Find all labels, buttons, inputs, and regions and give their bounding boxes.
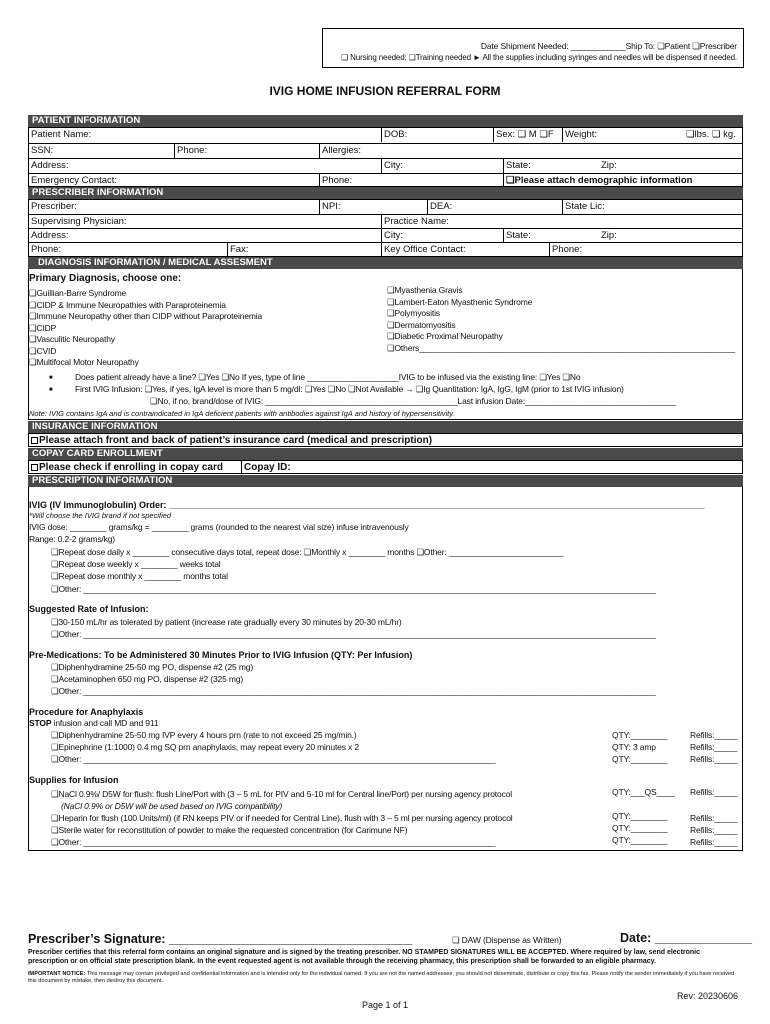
nursing-line: ❏ Nursing needed; ❏Training needed ► All the supplies including syringes and needles will be dispensed if needed. [341, 53, 737, 62]
emergency-phone-field[interactable]: Phone: [319, 174, 352, 188]
zip-field[interactable]: Zip: [601, 160, 617, 171]
sex-field[interactable]: Sex: ❏ M ❏F [493, 128, 554, 142]
prescriber-phone-field[interactable]: Phone: [31, 244, 62, 255]
premed-option[interactable]: ❏Diphenhydramine 25-50 mg PO, dispense #2 (25 mg) [51, 662, 254, 672]
first-infusion-question[interactable]: First IVIG Infusion: ❏Yes, if yes, IgA level is more than 5 mg/dl: ❏Yes ❏No ❏Not Available → ❏Ig Quantitation: IgA, IgG, IgM (prior to 1st IVIG infusion) [75, 384, 624, 394]
notice-label: IMPORTANT NOTICE: [28, 971, 86, 977]
shipment-line: Date Shipment Needed: ____________Ship To: ❏Patient ❏Prescriber [480, 41, 737, 51]
refills-field[interactable]: Refills:_____ [690, 813, 738, 823]
prescriber-signature[interactable]: Prescriber’s Signature: ___________________________________ [28, 932, 413, 946]
supply-option[interactable]: ❏Sterile water for reconstitution of powder to make the requested concentration (for Carimune NF) [51, 825, 408, 835]
supply-option[interactable]: ❏NaCl 0.9%/ D5W for flush: flush Line/Port with (3 – 5 mL for PIV and 5-10 ml for Central line/Port) per nursing agency protocol [51, 789, 513, 799]
diag-option[interactable]: ❏Dermatomyositis [387, 319, 456, 330]
patient-name-field[interactable]: Patient Name: [31, 129, 92, 140]
anaphylaxis-heading: Procedure for Anaphylaxis [29, 707, 144, 717]
npi-field[interactable]: NPI: [319, 200, 340, 214]
section-prescription: PRESCRIPTION INFORMATION [28, 475, 743, 487]
diag-option[interactable]: ❏Polymyositis [387, 308, 440, 318]
diag-option[interactable]: ❏Immune Neuropathy other than CIDP without Paraproteinemia [29, 311, 263, 321]
supply-other[interactable]: ❏Other: __________________________________________________________________________________________ [51, 837, 496, 847]
diagnosis-heading: Primary Diagnosis, choose one: [29, 273, 182, 284]
bullet-icon: ■ [49, 375, 53, 381]
ssn-field[interactable]: SSN: [31, 145, 54, 156]
anaphylaxis-stop [29, 718, 158, 728]
qty-field[interactable]: QTY:________ [612, 754, 668, 764]
section-prescriber: PRESCRIBER INFORMATION [28, 187, 743, 199]
premed-option[interactable]: ❏Acetaminophen 650 mg PO, dispense #2 (325 mg) [51, 674, 244, 684]
key-contact-phone-field[interactable]: Phone: [549, 243, 582, 257]
patient-grid [28, 127, 743, 187]
signature-date[interactable]: Date: ______________ [620, 931, 753, 945]
notice-text: This message may contain privileged and confidential information and is intended only for the individual named. If you are not the named addressee, you should not disseminate, distribute or copy this fax. Please notify the sender immediately if you have received this document by mistake, then destroy this document. [28, 971, 735, 984]
diag-option[interactable]: ❏Others_____________________________________________________________________ [387, 342, 735, 353]
ivig-order[interactable]: IVIG (IV Immunoglobulin) Order: ___________________________________________________________________________________________________________ [29, 500, 705, 510]
insurance-checkbox[interactable] [29, 434, 432, 446]
supervising-field[interactable]: Supervising Physician: [31, 216, 127, 227]
prescription-box [28, 487, 743, 851]
section-insurance: INSURANCE INFORMATION [28, 421, 743, 433]
insurance-row [28, 433, 743, 447]
section-copay: COPAY CARD ENROLLMENT [28, 448, 743, 460]
fax-field[interactable]: Fax: [227, 243, 248, 257]
copay-row [28, 460, 743, 474]
diag-option[interactable]: ❏Guillian-Barre Syndrome [29, 288, 127, 298]
rate-heading: Suggested Rate of Infusion: [29, 604, 149, 614]
city-field[interactable]: City: [381, 159, 403, 173]
important-notice [28, 971, 742, 985]
rate-other[interactable]: ❏Other: _____________________________________________________________________________________________________________________________ [51, 629, 656, 639]
checkbox-icon[interactable] [31, 464, 38, 471]
anaphylaxis-other[interactable]: ❏Other: __________________________________________________________________________________________ [51, 754, 496, 764]
qty-field[interactable]: QTY:________ [612, 811, 668, 821]
diag-option[interactable]: ❏CIDP & Immune Neuropathies with Paraproteinemia [29, 299, 226, 310]
demographic-checkbox[interactable]: ❏Please attach demographic information [503, 174, 692, 188]
repeat-weekly[interactable]: ❏Repeat dose weekly x ________ weeks total [51, 559, 221, 569]
ivig-dose[interactable]: IVIG dose: ________ grams/kg = ________ grams (rounded to the nearest vial size) infuse intravenously [29, 522, 409, 532]
diagnosis-box [28, 269, 743, 420]
shipment-box [322, 28, 744, 68]
existing-line-question[interactable]: Does patient already have a line? ❏Yes ❏No If yes, type of line ____________________IVIG to be infused via the existing line: ❏Yes ❏No [75, 372, 581, 382]
weight-units[interactable]: ❏lbs. ❏ kg. [686, 129, 736, 140]
key-contact-field[interactable]: Key Office Contact: [381, 243, 466, 257]
refills-field[interactable]: Refills:_____ [690, 825, 738, 835]
anaphylaxis-option[interactable]: ❏Epinephrine (1:1000) 0.4 mg SQ prn anaphylaxis, may repeat every 20 minutes x 2 [51, 742, 359, 752]
diag-option[interactable]: ❏Multifocal Motor Neuropathy [29, 357, 139, 367]
diag-option[interactable]: ❏CVID [29, 345, 57, 356]
copay-checkbox[interactable] [29, 461, 223, 473]
diagnosis-left-list [29, 288, 262, 369]
insurance-label: Please attach front and back of patient’s insurance card (medical and prescription) [39, 435, 433, 446]
brand-dose-question[interactable]: ❏No, if no, brand/dose of IVIG: __________________________________________Last infusion Date:_________________________________ [150, 396, 677, 406]
brand-note: *Will choose the IVIG brand if not specified [29, 511, 172, 520]
supply-option[interactable]: ❏Heparin for flush (100 Units/ml) (if RN keeps PIV or if needed for Central Line), flush with 3 – 5 ml per nursing agency protocol [51, 813, 513, 823]
copay-label: Please check if enrolling in copay card [39, 462, 223, 473]
qty-field[interactable]: QTY:________ [612, 730, 668, 740]
prescriber-grid [28, 199, 743, 257]
diag-option[interactable]: ❏Lambert-Eaton Myasthenic Syndrome [387, 296, 533, 307]
stop-label: STOP [29, 718, 52, 728]
diag-option[interactable]: ❏CIDP [29, 322, 57, 333]
qty-field[interactable]: QTY:________ [612, 823, 668, 833]
form-title: IVIG HOME INFUSION REFERRAL FORM [269, 84, 501, 98]
diagnosis-right-list [387, 285, 735, 354]
prescriber-address-field[interactable]: Address: [31, 230, 69, 241]
premed-heading: Pre-Medications: To be Administered 30 Minutes Prior to IVIG Infusion (QTY: Per Infusion) [29, 650, 413, 660]
prescriber-city-field[interactable]: City: [381, 229, 403, 243]
qty-field[interactable]: QTY:________ [612, 835, 668, 845]
anaphylaxis-option[interactable]: ❏Diphenhydramine 25-50 mg IVP every 4 hours prn (rate to not exceed 25 mg/min.) [51, 730, 357, 740]
allergies-field[interactable]: Allergies: [319, 144, 361, 158]
checkbox-icon[interactable] [31, 437, 38, 444]
repeat-other[interactable]: ❏Other: _____________________________________________________________________________________________________________________________ [51, 584, 656, 594]
supply-note: (NaCl 0.9% or D5W will be used based on IVIG compatibility) [61, 801, 283, 811]
practice-field[interactable]: Practice Name: [381, 215, 449, 229]
repeat-daily[interactable]: ❏Repeat dose daily x ________ consecutive days total, repeat dose: ❏Monthly x ________ months ❏Other: _________________________ [51, 547, 564, 557]
patient-phone-field[interactable]: Phone: [174, 144, 207, 158]
diag-option[interactable]: ❏Myasthenia Gravis [387, 285, 463, 295]
dob-field[interactable]: DOB: [381, 128, 407, 142]
iga-note: Note: IVIG contains IgA and is contraindicated in IgA deficient patients with antibodies against IgA and history of hypersensitivity. [29, 409, 455, 418]
refills-field[interactable]: Refills:_____ [690, 754, 738, 764]
prescriber-field[interactable]: Prescriber: [31, 201, 77, 212]
repeat-monthly[interactable]: ❏Repeat dose monthly x ________ months total [51, 571, 228, 581]
emergency-contact-field[interactable]: Emergency Contact: [31, 175, 118, 186]
state-field[interactable]: State: [503, 159, 531, 173]
qty-field[interactable]: QTY: 3 amp [612, 742, 656, 752]
supplies-heading: Supplies for Infusion [29, 775, 119, 785]
prescriber-zip-field[interactable]: Zip: [601, 230, 617, 241]
state-lic-field[interactable]: State Lic: [562, 200, 605, 214]
qty-field[interactable]: QTY:___QS____ [612, 787, 675, 797]
stop-text: infusion and call MD and 911 [51, 718, 159, 728]
dea-field[interactable]: DEA: [427, 200, 452, 214]
diag-option[interactable]: ❏Vasculitic Neuropathy [29, 334, 115, 344]
section-patient: PATIENT INFORMATION [28, 115, 743, 127]
refills-field[interactable]: Refills:_____ [690, 787, 738, 797]
premed-other[interactable]: ❏Other: _____________________________________________________________________________________________________________________________ [51, 686, 656, 696]
section-diagnosis: DIAGNOSIS INFORMATION / MEDICAL ASSESMENT [28, 257, 743, 269]
prescriber-state-field[interactable]: State: [503, 229, 531, 243]
rate-option[interactable]: ❏30-150 mL/hr as tolerated by patient (increase rate gradually every 30 minutes by 20-30 mL/hr) [51, 617, 402, 627]
weight-field[interactable]: Weight: [562, 128, 597, 142]
dose-range: Range: 0.2-2 grams/kg) [29, 534, 115, 544]
revision: Rev: 20230606 [676, 991, 738, 1001]
diag-option[interactable]: ❏Diabetic Proximal Neuropathy [387, 331, 503, 341]
certification-text: Prescriber certifies that this referral form contains an original signature and is signed by the treating prescriber. NO STAMPED SIGNATURES WILL BE ACCEPTED. Where required by law, send electronic prescription or on official state prescription blank. In the event requested agent is not available through the receiving pharmacy, this prescription shall be forwarded to an eligible pharmacy. [28, 949, 701, 965]
refills-field[interactable]: Refills:_____ [690, 742, 738, 752]
address-field[interactable]: Address: [31, 160, 69, 171]
copay-id-field[interactable]: Copay ID: [241, 461, 291, 473]
page-number: Page 1 of 1 [361, 1000, 409, 1010]
bullet-icon: ■ [49, 387, 53, 393]
daw-checkbox[interactable]: ❏ DAW (Dispense as Written) [452, 935, 562, 945]
refills-field[interactable]: Refills:_____ [690, 837, 738, 847]
refills-field[interactable]: Refills:_____ [690, 730, 738, 740]
